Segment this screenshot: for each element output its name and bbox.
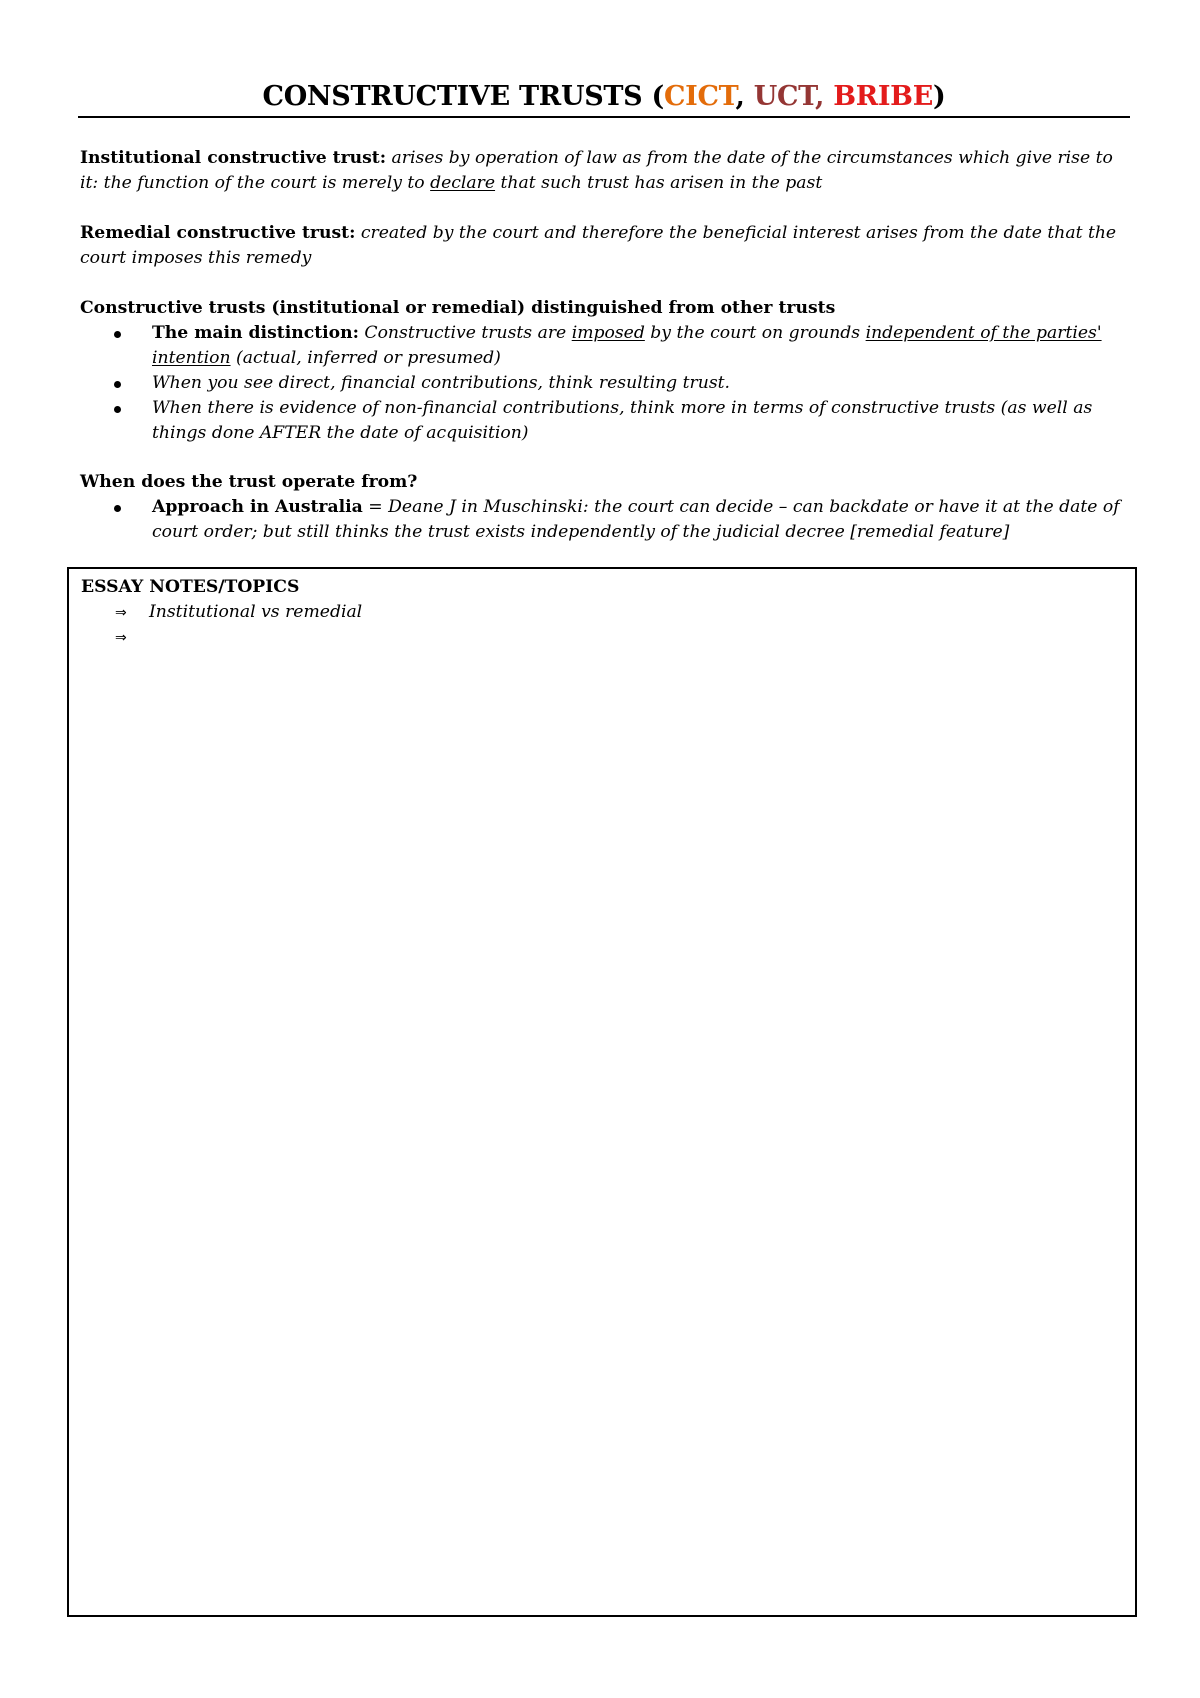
distinguished-bullet-list <box>80 321 1130 446</box>
main-distinction-label: The main distinction: <box>152 323 359 343</box>
essay-list-item <box>115 600 362 626</box>
distinguished-heading: Constructive trusts (institutional or remedial) distinguished from other trusts <box>80 298 836 318</box>
bullet-1-text-c: (actual, inferred or presumed) <box>230 348 501 368</box>
institutional-label: Institutional constructive trust: <box>80 148 387 168</box>
title-comma: , <box>735 81 754 112</box>
institutional-text-1: arises by operation of law as from the date of the circumstances which give rise to it: the function of the court is merely to <box>80 148 1113 193</box>
institutional-text-2: that such trust has arisen in the past <box>495 173 823 193</box>
essay-list-item <box>115 625 149 651</box>
bullet-2-text: When you see direct, financial contributions, think resulting trust. <box>152 373 731 393</box>
list-item <box>80 396 1130 446</box>
right-double-arrow-icon: ⇒ <box>115 630 127 646</box>
remedial-paragraph <box>80 221 1130 271</box>
list-item <box>80 495 1130 545</box>
operate-heading: When does the trust operate from? <box>80 472 418 492</box>
remedial-label: Remedial constructive trust: <box>80 223 356 243</box>
bullet-icon <box>114 331 121 338</box>
title-suffix: ) <box>932 81 946 112</box>
bullet-icon <box>114 406 121 413</box>
title-bribe: BRIBE <box>833 81 933 112</box>
bullet-icon <box>114 381 121 388</box>
title-uct: UCT, <box>753 81 834 112</box>
approach-equals: = <box>362 497 389 517</box>
operate-bullet-list <box>80 495 1130 545</box>
title-prefix: CONSTRUCTIVE TRUSTS ( <box>262 81 664 112</box>
bullet-1-text-b: by the court on grounds <box>644 323 866 343</box>
list-item <box>80 371 1130 396</box>
right-double-arrow-icon: ⇒ <box>115 605 127 621</box>
approach-label: Approach in Australia <box>152 497 363 517</box>
list-item <box>80 321 1130 371</box>
bullet-icon <box>114 505 121 512</box>
institutional-underlined: declare <box>430 173 496 193</box>
essay-notes-title: ESSAY NOTES/TOPICS <box>81 577 300 597</box>
bullet-1-text-a: Constructive trusts are <box>358 323 572 343</box>
essay-item-text: Institutional vs remedial <box>149 602 363 622</box>
bullet-1-independent: independent of the parties' intention <box>152 323 1102 368</box>
title-cict: CICT <box>663 81 736 112</box>
institutional-paragraph <box>80 146 1130 196</box>
title-underline <box>78 116 1130 118</box>
bullet-3-text: When there is evidence of non-financial contributions, think more in terms of constructive trusts (as well as things done AFTER the date of acquisition) <box>152 398 1093 443</box>
essay-notes-box <box>67 567 1137 1617</box>
remedial-text: created by the court and therefore the beneficial interest arises from the date that the court imposes this remedy <box>80 223 1117 268</box>
bullet-1-imposed: imposed <box>571 323 645 343</box>
page-title <box>80 80 1128 114</box>
approach-text: Deane J in Muschinski: the court can decide – can backdate or have it at the date of court order; but still thinks the trust exists independently of the judicial decree [remedial feature] <box>152 497 1120 542</box>
